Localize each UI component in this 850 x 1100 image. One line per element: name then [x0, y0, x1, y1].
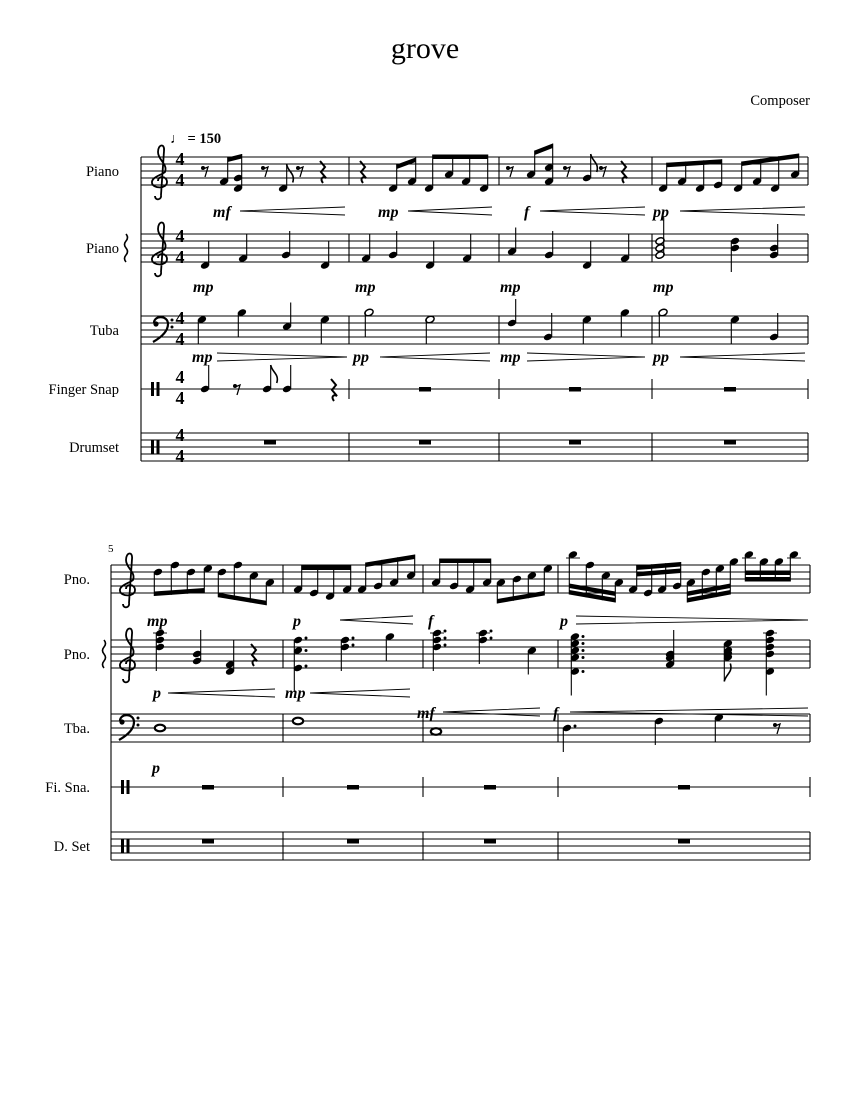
whole-rest: [264, 440, 276, 445]
tempo-value: = 150: [187, 131, 222, 147]
dynamic-marking: mf: [213, 204, 231, 221]
augmentation-dot: [582, 635, 585, 638]
whole-rest: [678, 839, 690, 844]
augmentation-dot: [444, 637, 447, 640]
treble-clef-icon: [120, 553, 135, 607]
time-signature-denominator: 4: [175, 329, 185, 349]
crescendo-hairpin: [310, 689, 410, 697]
crescendo-hairpin: [540, 207, 645, 215]
whole-note-head: [431, 728, 441, 735]
eighth-rest: [235, 385, 240, 395]
eighth-rest: [298, 167, 303, 177]
whole-rest: [347, 839, 359, 844]
percussion-clef-icon: [127, 839, 130, 853]
augmentation-dot: [305, 649, 308, 652]
augmentation-dot: [352, 637, 355, 640]
whole-rest: [484, 785, 496, 790]
dynamic-marking: mp: [500, 349, 521, 366]
dynamic-marking: mp: [193, 279, 214, 296]
bass-clef-icon: [137, 717, 140, 720]
dynamic-marking: f: [553, 705, 559, 722]
whole-rest: [484, 839, 496, 844]
bass-clef-icon: [171, 319, 174, 322]
dynamic-marking: f: [524, 204, 530, 221]
dynamic-marking: mp: [378, 204, 399, 221]
crescendo-hairpin: [168, 689, 275, 697]
note-flag: [724, 664, 731, 682]
note-beam: [228, 154, 242, 162]
dynamic-marking: pp: [653, 349, 669, 366]
staff-label-tuba: Tuba: [89, 323, 119, 339]
crescendo-hairpin: [340, 616, 413, 624]
whole-note-head: [293, 718, 303, 725]
augmentation-dot: [574, 725, 577, 728]
crescendo-hairpin: [408, 207, 492, 215]
augmentation-dot: [490, 630, 493, 633]
whole-rest: [569, 387, 581, 392]
eighth-rest: [203, 167, 208, 177]
augmentation-dot: [444, 630, 447, 633]
quarter-note-icon: ♩: [170, 131, 185, 147]
bass-clef-icon: [119, 719, 124, 724]
augmentation-dot: [490, 637, 493, 640]
time-signature-denominator: 4: [175, 446, 185, 466]
time-signature-denominator: 4: [175, 388, 185, 408]
dynamic-marking: p: [152, 760, 160, 777]
dynamic-marking: pp: [353, 349, 369, 366]
dynamic-marking: mp: [192, 349, 213, 366]
note-beam: [433, 155, 488, 160]
staff-label-piano-1-short: Pno.: [63, 572, 90, 588]
augmentation-dot: [582, 642, 585, 645]
percussion-clef-icon: [127, 780, 130, 794]
time-signature-denominator: 4: [175, 247, 185, 267]
dynamic-marking: f: [428, 613, 434, 630]
whole-rest: [419, 387, 431, 392]
whole-rest: [678, 785, 690, 790]
note-flag: [287, 165, 294, 183]
staff-label-piano-2: Piano: [85, 241, 119, 257]
crescendo-hairpin: [240, 207, 345, 215]
eighth-rest: [601, 167, 606, 177]
score-title: grove: [390, 32, 460, 65]
note-beam: [440, 559, 491, 564]
note-beam: [637, 562, 681, 570]
dynamic-marking: mp: [653, 279, 674, 296]
note-beam: [667, 159, 722, 167]
percussion-clef-icon: [121, 839, 124, 853]
percussion-clef-icon: [121, 780, 124, 794]
crescendo-hairpin: [570, 708, 808, 716]
whole-note-head: [155, 725, 165, 732]
crescendo-hairpin: [680, 207, 805, 215]
note-beam: [745, 571, 790, 576]
eighth-rest: [263, 167, 268, 177]
treble-clef-icon: [120, 628, 135, 682]
dynamic-marking: mp: [355, 279, 376, 296]
eighth-rest: [775, 724, 780, 734]
note-flag: [271, 365, 278, 383]
augmentation-dot: [582, 656, 585, 659]
composer-credit: Composer: [750, 93, 810, 109]
augmentation-dot: [582, 670, 585, 673]
augmentation-dot: [305, 665, 308, 668]
note-beam: [302, 566, 351, 571]
time-signature-numerator: 4: [175, 367, 185, 387]
staff-label-piano-1: Piano: [85, 164, 119, 180]
tempo-marking: [170, 131, 221, 147]
note-beam: [154, 588, 204, 596]
dynamic-marking: mp: [147, 613, 168, 630]
whole-rest: [569, 440, 581, 445]
whole-rest: [419, 440, 431, 445]
crescendo-hairpin: [680, 353, 805, 361]
percussion-clef-icon: [151, 382, 154, 396]
whole-rest: [202, 785, 214, 790]
time-signature-numerator: 4: [175, 425, 185, 445]
bass-clef-icon: [153, 321, 158, 326]
dynamic-marking: mf: [417, 705, 435, 722]
staff-label-finger-snap: Finger Snap: [48, 382, 119, 398]
bass-clef-icon: [171, 326, 174, 329]
crescendo-hairpin: [443, 708, 540, 716]
augmentation-dot: [305, 637, 308, 640]
staff-label-finger-snap-short: Fi. Sna.: [45, 780, 90, 796]
dynamic-marking: p: [293, 613, 301, 630]
augmentation-dot: [444, 644, 447, 647]
note-beam: [637, 569, 681, 577]
staff-label-tuba-short: Tba.: [63, 721, 90, 737]
decrescendo-hairpin: [527, 353, 645, 361]
whole-rest: [724, 387, 736, 392]
time-signature-denominator: 4: [175, 170, 185, 190]
note-beam: [535, 144, 553, 156]
whole-rest: [724, 440, 736, 445]
arpeggio-mark-icon: [125, 234, 128, 262]
note-beam: [745, 577, 790, 582]
dynamic-marking: mp: [285, 685, 306, 702]
eighth-rest: [508, 167, 513, 177]
staff-label-drumset-short: D. Set: [53, 839, 90, 855]
staff-label-piano-2-short: Pno.: [63, 647, 90, 663]
measure-number: 5: [108, 543, 114, 555]
note-beam: [397, 158, 416, 170]
whole-rest: [347, 785, 359, 790]
treble-clef-icon: [152, 222, 167, 276]
percussion-clef-icon: [151, 440, 154, 454]
eighth-rest: [565, 167, 570, 177]
time-signature-numerator: 4: [175, 226, 185, 246]
crescendo-hairpin: [380, 353, 490, 361]
treble-clef-icon: [152, 145, 167, 199]
decrescendo-hairpin: [217, 353, 347, 361]
whole-rest: [202, 839, 214, 844]
dynamic-marking: p: [153, 685, 161, 702]
staff-label-drumset: Drumset: [69, 440, 119, 456]
dynamic-marking: mp: [500, 279, 521, 296]
percussion-clef-icon: [157, 382, 160, 396]
quarter-rest: [331, 379, 337, 401]
arpeggio-mark-icon: [103, 640, 106, 668]
dynamic-marking: pp: [653, 204, 669, 221]
time-signature-numerator: 4: [175, 149, 185, 169]
augmentation-dot: [582, 649, 585, 652]
augmentation-dot: [352, 644, 355, 647]
decrescendo-hairpin: [576, 616, 808, 624]
dynamic-marking: p: [560, 613, 568, 630]
percussion-clef-icon: [157, 440, 160, 454]
bass-clef-icon: [137, 724, 140, 727]
note-beam: [218, 593, 266, 606]
time-signature-numerator: 4: [175, 308, 185, 328]
